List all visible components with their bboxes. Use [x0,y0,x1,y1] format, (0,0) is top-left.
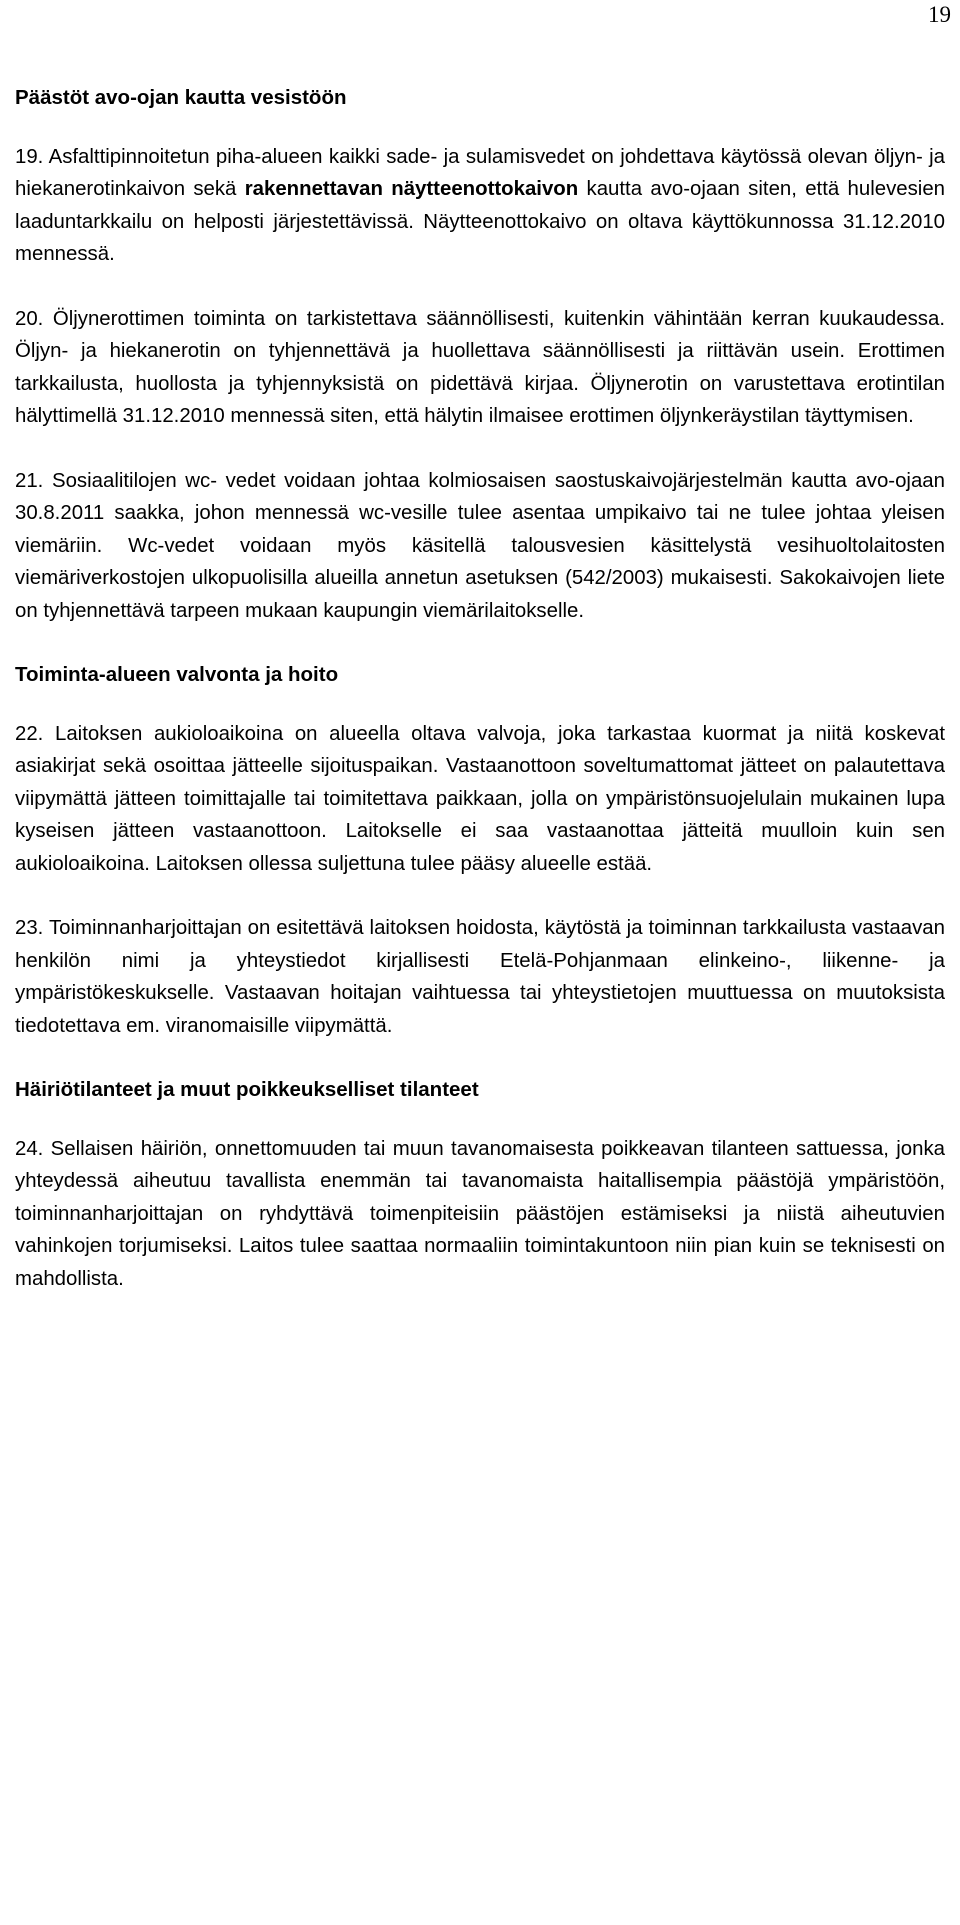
paragraph-19 [15,141,945,271]
paragraph-22: 22. Laitoksen aukioloaikoina on alueella oltava valvoja, joka tarkastaa kuormat ja niitä koskevat asiakirjat sekä osoittaa jätteelle sijoituspaikan. Vastaanottoon soveltumattomat jätteet on palautettava viipymättä jätteen toimittajalle tai toimitettava paikkaan, jolla on ympäristönsuojelulain mukainen lupa kyseisen jätteen vastaanottoon. Laitokselle ei saa vastaanottaa jätteitä muulloin kuin sen aukioloaikoina. Laitoksen ollessa suljettuna tulee pääsy alueelle estää. [15,722,945,875]
section-emissions [15,82,945,627]
paragraph-20: 20. Öljynerottimen toiminta on tarkistettava säännöllisesti, kuitenkin vähintään kerran kuukaudessa. Öljyn- ja hiekanerotin on tyhjennettävä ja huollettava säännöllisesti ja riittävän usein. Erottimen tarkkailusta, huollosta ja tyhjennyksistä on pidettävä kirjaa. Öljynerotin on varustettava erotintilan hälyttimellä 31.12.2010 mennessä siten, että hälytin ilmaisee erottimen öljynkeräystilan täyttymisen. [15,307,945,427]
section-heading: Häiriötilanteet ja muut poikkeukselliset tilanteet [15,1078,479,1101]
paragraph-21: 21. Sosiaalitilojen wc- vedet voidaan johtaa kolmiosaisen saostuskaivojärjestelmän kautta avo-ojaan 30.8.2011 saakka, johon mennessä wc-vesille tulee asentaa umpikaivo tai ne tulee johtaa yleisen viemäriin. Wc-vedet voidaan myös käsitellä talousvesien käsittelystä vesihuoltolaitosten viemäriverkostojen ulkopuolisilla alueilla annetun asetuksen (542/2003) mukaisesti. Sakokaivojen liete on tyhjennettävä tarpeen mukaan kaupungin viemärilaitokselle. [15,469,945,622]
section-heading: Toiminta-alueen valvonta ja hoito [15,663,339,686]
paragraph-19-text-after: kautta avo-ojaan siten, että hulevesien laaduntarkkailu on helposti järjestettävissä. Näytteenottokaivo on oltava käyttökunnossa 31.12.2010 mennessä. [15,178,946,265]
section-supervision [15,659,945,1042]
paragraph-23: 23. Toiminnanharjoittajan on esitettävä laitoksen hoidosta, käytöstä ja toiminnan tarkkailusta vastaavan henkilön nimi ja yhteystiedot kirjallisesti Etelä-Pohjanmaan elinkeino-, liikenne- ja ympäristökeskukselle. Vastaavan hoitajan vaihtuessa tai yhteystietojen muuttuessa on muutoksista tiedotettava em. viranomaisille viipymättä. [15,917,945,1037]
paragraph-19-text-before: 19. Asfalttipinnoitetun piha-alueen kaikki sade- ja sulamisvedet on johdettava käytössä olevan öljyn- ja hiekanerotinkaivon sekä [15,145,945,200]
section-heading: Päästöt avo-ojan kautta vesistöön [15,86,347,109]
paragraph-19-bold-text: rakennettavan näytteenottokaivon [244,178,579,200]
page-number: 19 [928,2,951,27]
paragraph-24: 24. Sellaisen häiriön, onnettomuuden tai muun tavanomaisesta poikkeavan tilanteen sattuessa, jonka yhteydessä aiheutuu tavallista enemmän tai tavanomaista haitallisempia päästöjä ympäristöön, toiminnanharjoittajan on ryhdyttävä toimenpiteisiin päästöjen estämiseksi ja niistä aiheutuvien vahinkojen torjumiseksi. Laitos tulee saattaa normaaliin toimintakuntoon niin pian kuin se teknisesti on mahdollista. [15,1137,945,1290]
document-body [15,82,945,1295]
section-disturbances [15,1074,945,1295]
